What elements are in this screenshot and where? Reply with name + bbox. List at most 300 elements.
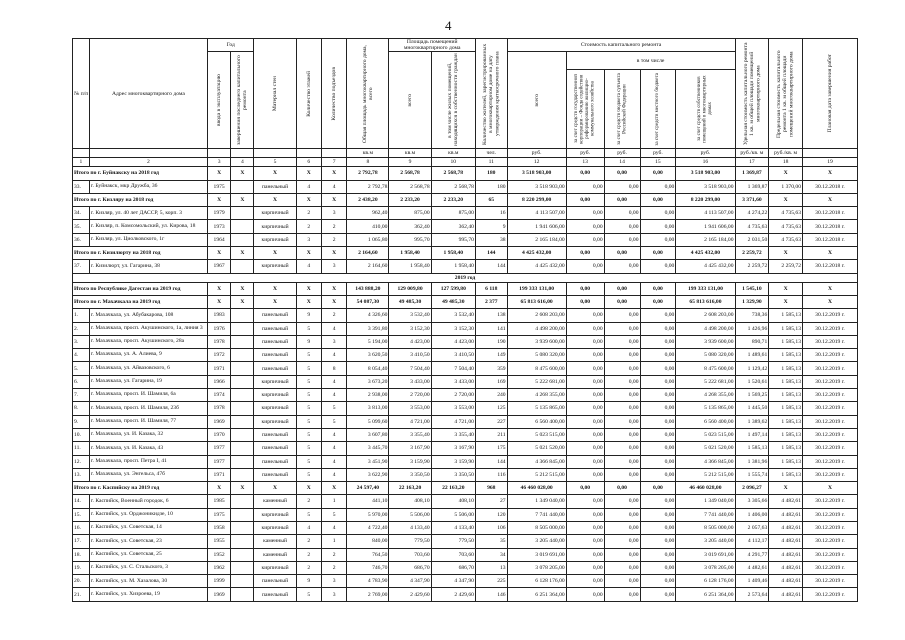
cell-col-17: 2 259,72 xyxy=(735,247,769,260)
subtotal-label: Итого по г. Кизилюрту на 2018 год xyxy=(73,247,208,260)
cell-col-10: 3 350,50 xyxy=(431,468,475,481)
cell-col-10: 2 720,00 xyxy=(431,389,475,402)
cell-col-7: 2 xyxy=(321,220,346,233)
cell-col-19: 30.12.2018 г. xyxy=(803,180,858,193)
cell-col-16: 2 608 203,00 xyxy=(676,309,735,322)
cell-col-15: 0,00 xyxy=(640,535,676,548)
cell-col-14: 0,00 xyxy=(604,495,640,508)
cell-col-4 xyxy=(231,468,254,481)
row-address: г. Каспийск, ул. М. Хазалова, 30 xyxy=(89,575,207,588)
cell-col-5: X xyxy=(254,167,296,180)
cell-col-9: 686,70 xyxy=(389,561,431,574)
table-row xyxy=(73,322,858,335)
cell-col-12: 5 080 320,00 xyxy=(507,349,566,362)
header-cost-fund-label: за счет средств государственной корпорации – Фонда содействия реформированию жилищно-коммунального хозяйства xyxy=(574,74,596,144)
cell-col-16: 4 425 432,00 xyxy=(676,247,735,260)
cell-col-10: 49 485,30 xyxy=(431,295,475,308)
cell-col-17: 738,36 xyxy=(735,309,769,322)
cell-col-17: 4 482,61 xyxy=(735,561,769,574)
column-number-cell: 7 xyxy=(321,158,346,167)
cell-col-3: X xyxy=(208,295,231,308)
table-header xyxy=(73,39,858,167)
cell-col-8: 2 792,78 xyxy=(347,180,389,193)
cell-col-6: 4 xyxy=(296,522,321,535)
year-divider-label: 2019 год xyxy=(73,273,858,282)
row-number: 34. xyxy=(73,207,90,220)
cell-col-4: X xyxy=(231,482,254,495)
header-address-label: Адрес многоквартирного дома xyxy=(112,90,185,97)
header-year-repair-label: завершения последнего капитального ремонта xyxy=(236,55,249,146)
cell-col-12: 4 113 507,00 xyxy=(507,207,566,220)
cell-col-15: 0,00 xyxy=(640,522,676,535)
cell-col-9: 3 152,30 xyxy=(389,322,431,335)
cell-col-15: 0,00 xyxy=(640,335,676,348)
cell-col-19: 30.12.2019 г. xyxy=(803,561,858,574)
cell-col-15: 0,00 xyxy=(640,548,676,561)
cell-col-14: 0,00 xyxy=(604,335,640,348)
header-year-group: Год xyxy=(208,39,254,52)
cell-col-9: 3 355,40 xyxy=(389,428,431,441)
cell-col-16: 8 220 299,00 xyxy=(676,193,735,206)
cell-col-4: X xyxy=(231,282,254,295)
cell-col-17: 1 409,46 xyxy=(735,575,769,588)
cell-col-5: панельный xyxy=(254,588,296,601)
header-entrances xyxy=(321,39,346,149)
row-number: 8. xyxy=(73,402,90,415)
cell-col-15: 0,00 xyxy=(640,428,676,441)
header-residents-label: Количество жителей, зарегистрированных в многоквартирном доме на дату утверждения краткосрочного плана xyxy=(482,43,501,145)
cell-col-13: 0,00 xyxy=(566,389,604,402)
cell-col-3: 1955 xyxy=(208,535,231,548)
cell-col-5: кирпичный xyxy=(254,233,296,246)
header-total-area xyxy=(347,39,389,149)
table-row xyxy=(73,508,858,521)
cell-col-19: 30.12.2019 г. xyxy=(803,468,858,481)
row-number: 4. xyxy=(73,349,90,362)
cell-col-18: 4 482,61 xyxy=(769,561,803,574)
row-address: г. Махачкала, ул. А. Алиева, 9 xyxy=(89,349,207,362)
cell-col-4 xyxy=(231,349,254,362)
cell-col-11: 211 xyxy=(475,428,507,441)
table-row xyxy=(73,455,858,468)
cell-col-7: 3 xyxy=(321,260,346,273)
table-row xyxy=(73,309,858,322)
cell-col-16: 4 425 432,00 xyxy=(676,260,735,273)
cell-col-6: 5 xyxy=(296,455,321,468)
cell-col-9: 4 423,00 xyxy=(389,335,431,348)
cell-col-18: 1 585,13 xyxy=(769,428,803,441)
cell-col-12: 3 205 440,00 xyxy=(507,535,566,548)
cell-col-4 xyxy=(231,322,254,335)
cell-col-9: 49 485,30 xyxy=(389,295,431,308)
cell-col-13: 0,00 xyxy=(566,455,604,468)
cell-col-17: 1 545,10 xyxy=(735,282,769,295)
cell-col-13: 0,00 xyxy=(566,362,604,375)
cell-col-11: 180 xyxy=(475,167,507,180)
cell-col-8: 3 391,80 xyxy=(347,322,389,335)
cell-col-11: 27 xyxy=(475,495,507,508)
cell-col-3: 1978 xyxy=(208,402,231,415)
cell-col-10: 995,70 xyxy=(431,233,475,246)
cell-col-3: 1969 xyxy=(208,588,231,601)
cell-col-12: 5 021 520,00 xyxy=(507,442,566,455)
cell-col-5: панельный xyxy=(254,180,296,193)
header-unit-cost xyxy=(735,39,769,149)
cell-col-13: 0,00 xyxy=(566,428,604,441)
header-cost-owners-label: за счет средств собственников помещений в многоквартирных домах xyxy=(697,75,714,144)
cell-col-14: 0,00 xyxy=(604,282,640,295)
cell-col-5: панельный xyxy=(254,468,296,481)
cell-col-11: 227 xyxy=(475,415,507,428)
cell-col-10: 2 233,20 xyxy=(431,193,475,206)
cell-col-13: 0,00 xyxy=(566,415,604,428)
cell-col-3: 1985 xyxy=(208,495,231,508)
row-number: 10. xyxy=(73,428,90,441)
header-deadline-label: Плановая дата завершения работ xyxy=(826,54,833,133)
row-number: 11. xyxy=(73,442,90,455)
cell-col-17: 3 305,66 xyxy=(735,495,769,508)
cell-col-16: 3 205 440,00 xyxy=(676,535,735,548)
header-area-all xyxy=(389,52,431,149)
cell-col-14: 0,00 xyxy=(604,247,640,260)
cell-col-18: 4 482,61 xyxy=(769,522,803,535)
cell-col-14: 0,00 xyxy=(604,167,640,180)
cell-col-18: 1 585,13 xyxy=(769,349,803,362)
units-row xyxy=(73,149,858,158)
row-number: 5. xyxy=(73,362,90,375)
cell-col-3: 1999 xyxy=(208,575,231,588)
cell-col-14: 0,00 xyxy=(604,233,640,246)
cell-col-7: X xyxy=(321,167,346,180)
table-row xyxy=(73,349,858,362)
cell-col-16: 4 366 845,00 xyxy=(676,455,735,468)
cell-col-14: 0,00 xyxy=(604,295,640,308)
cell-col-6: X xyxy=(296,247,321,260)
cell-col-11: 13 xyxy=(475,561,507,574)
cell-col-10: 22 163,20 xyxy=(431,482,475,495)
cell-col-6: 5 xyxy=(296,508,321,521)
subtotal-label: Итого по г. Кизляру на 2018 год xyxy=(73,193,208,206)
cell-col-8: 3 445,70 xyxy=(347,442,389,455)
cell-col-9: 875,00 xyxy=(389,207,431,220)
cell-col-5: панельный xyxy=(254,322,296,335)
unit-cell: руб. xyxy=(604,149,640,158)
cell-col-9: 995,70 xyxy=(389,233,431,246)
cell-col-19: X xyxy=(803,193,858,206)
cell-col-16: 5 222 681,00 xyxy=(676,375,735,388)
unit-cell: кв.м xyxy=(389,149,431,158)
cell-col-17: 3 371,60 xyxy=(735,193,769,206)
cell-col-3: X xyxy=(208,282,231,295)
cell-col-14: 0,00 xyxy=(604,362,640,375)
row-number: 20. xyxy=(73,575,90,588)
cell-col-11: 175 xyxy=(475,442,507,455)
cell-col-6: 2 xyxy=(296,561,321,574)
cell-col-7: 5 xyxy=(321,402,346,415)
cell-col-15: 0,00 xyxy=(640,207,676,220)
cell-col-15: 0,00 xyxy=(640,468,676,481)
row-address: г. Махачкала, просп. Акушинского, 1а, линия 3 xyxy=(89,322,207,335)
column-number-cell: 5 xyxy=(254,158,296,167)
header-cost-subject-label: за счет средств бюджета субъекта Российской Федерации xyxy=(616,73,628,146)
cell-col-17: 4 735,63 xyxy=(735,220,769,233)
row-number: 9. xyxy=(73,415,90,428)
column-number-cell: 9 xyxy=(389,158,431,167)
header-floors-label: Количество этажей xyxy=(305,70,312,117)
row-address: г. Махачкала, просп. И. Шамиля, 23б xyxy=(89,402,207,415)
cell-col-14: 0,00 xyxy=(604,522,640,535)
cell-col-6: X xyxy=(296,167,321,180)
cell-col-14: 0,00 xyxy=(604,548,640,561)
cell-col-11: 6 118 xyxy=(475,282,507,295)
cell-col-9: 2 568,78 xyxy=(389,167,431,180)
header-year-repair xyxy=(231,52,254,149)
cell-col-4 xyxy=(231,522,254,535)
cell-col-17: 1 555,74 xyxy=(735,468,769,481)
cell-col-19: 30.12.2019 г. xyxy=(803,455,858,468)
cell-col-8: 5 099,60 xyxy=(347,415,389,428)
header-wall-label: Материал стен xyxy=(271,76,278,112)
cell-col-16: 4 113 507,00 xyxy=(676,207,735,220)
cell-col-15: 0,00 xyxy=(640,415,676,428)
cell-col-13: 0,00 xyxy=(566,207,604,220)
header-wall xyxy=(254,39,296,149)
cell-col-19: X xyxy=(803,295,858,308)
cell-col-9: 3 433,00 xyxy=(389,375,431,388)
cell-col-5: панельный xyxy=(254,455,296,468)
cell-col-10: 4 721,00 xyxy=(431,415,475,428)
row-number: 14. xyxy=(73,495,90,508)
cell-col-7: 4 xyxy=(321,455,346,468)
cell-col-15: 0,00 xyxy=(640,482,676,495)
cell-col-10: 408,10 xyxy=(431,495,475,508)
cell-col-12: 5 212 515,00 xyxy=(507,468,566,481)
header-cost-fund xyxy=(566,70,604,149)
cell-col-6: 4 xyxy=(296,260,321,273)
cell-col-7: 2 xyxy=(321,233,346,246)
cell-col-16: 5 135 865,00 xyxy=(676,402,735,415)
cell-col-5: X xyxy=(254,193,296,206)
cell-col-3: 1971 xyxy=(208,362,231,375)
row-number: 3. xyxy=(73,335,90,348)
cell-col-6: 5 xyxy=(296,389,321,402)
cell-col-13: 0,00 xyxy=(566,260,604,273)
column-number-cell: 1 xyxy=(73,158,90,167)
cell-col-17: 2 573,64 xyxy=(735,588,769,601)
unit-cell: руб./кв. м xyxy=(769,149,803,158)
cell-col-7: 2 xyxy=(321,548,346,561)
cell-col-4 xyxy=(231,588,254,601)
cell-col-6: X xyxy=(296,193,321,206)
cell-col-4 xyxy=(231,535,254,548)
cell-col-12: 6 560 400,00 xyxy=(507,415,566,428)
cell-col-7: 4 xyxy=(321,428,346,441)
cell-col-14: 0,00 xyxy=(604,508,640,521)
row-address: г. Каспийск, ул. Советская, 25 xyxy=(89,548,207,561)
cell-col-12: 3 939 600,00 xyxy=(507,335,566,348)
cell-col-7: 4 xyxy=(321,468,346,481)
cell-col-14: 0,00 xyxy=(604,442,640,455)
cell-col-3: 1977 xyxy=(208,442,231,455)
unit-cell: руб. xyxy=(640,149,676,158)
cell-col-14: 0,00 xyxy=(604,207,640,220)
cell-col-10: 2 568,78 xyxy=(431,167,475,180)
cell-col-5: панельный xyxy=(254,428,296,441)
cell-col-7: 1 xyxy=(321,495,346,508)
cell-col-13: 0,00 xyxy=(566,180,604,193)
cell-col-11: 144 xyxy=(475,247,507,260)
table-row xyxy=(73,415,858,428)
cell-col-5: кирпичный xyxy=(254,402,296,415)
cell-col-15: 0,00 xyxy=(640,282,676,295)
cell-col-11: 9 xyxy=(475,220,507,233)
row-number: 33. xyxy=(73,180,90,193)
cell-col-16: 6 251 364,00 xyxy=(676,588,735,601)
cell-col-4: X xyxy=(231,167,254,180)
unit-cell: руб./кв. м xyxy=(735,149,769,158)
cell-col-12: 4 425 432,00 xyxy=(507,247,566,260)
cell-col-16: 3 939 600,00 xyxy=(676,335,735,348)
table-row xyxy=(73,335,858,348)
cell-col-19: 30.12.2018 г. xyxy=(803,220,858,233)
cell-col-4 xyxy=(231,415,254,428)
cell-col-11: 225 xyxy=(475,575,507,588)
row-number: 36. xyxy=(73,233,90,246)
cell-col-10: 2 568,78 xyxy=(431,180,475,193)
cell-col-19: 30.12.2019 г. xyxy=(803,415,858,428)
cell-col-9: 3 532,40 xyxy=(389,309,431,322)
cell-col-3: 1977 xyxy=(208,455,231,468)
cell-col-16: 65 813 616,00 xyxy=(676,295,735,308)
cell-col-13: 0,00 xyxy=(566,167,604,180)
cell-col-9: 22 163,20 xyxy=(389,482,431,495)
cell-col-5: панельный xyxy=(254,362,296,375)
cell-col-10: 127 599,80 xyxy=(431,282,475,295)
cell-col-13: 0,00 xyxy=(566,575,604,588)
cell-col-13: 0,00 xyxy=(566,295,604,308)
cell-col-15: 0,00 xyxy=(640,362,676,375)
cell-col-4 xyxy=(231,375,254,388)
cell-col-19: 30.12.2019 г. xyxy=(803,322,858,335)
unit-cell: руб. xyxy=(676,149,735,158)
cell-col-4 xyxy=(231,233,254,246)
cell-col-5: X xyxy=(254,282,296,295)
cell-col-14: 0,00 xyxy=(604,309,640,322)
cell-col-6: 2 xyxy=(296,207,321,220)
subtotal-row xyxy=(73,247,858,260)
row-number: 37. xyxy=(73,260,90,273)
row-address: г. Каспийск, ул. Хизроева, 19 xyxy=(89,588,207,601)
cell-col-10: 3 553,00 xyxy=(431,402,475,415)
cell-col-16: 8 475 600,00 xyxy=(676,362,735,375)
cell-col-7: 4 xyxy=(321,522,346,535)
header-cost-owners xyxy=(676,70,735,149)
cell-col-19: 30.12.2019 г. xyxy=(803,495,858,508)
table-row xyxy=(73,468,858,481)
cell-col-3: 1973 xyxy=(208,220,231,233)
cell-col-5: кирпичный xyxy=(254,220,296,233)
cell-col-13: 0,00 xyxy=(566,522,604,535)
cell-col-17: 2 057,63 xyxy=(735,522,769,535)
cell-col-3: X xyxy=(208,167,231,180)
column-number-row xyxy=(73,158,858,167)
capital-repair-table xyxy=(72,38,858,602)
row-address: г. Махачкала, ул. Энгельса, 47б xyxy=(89,468,207,481)
cell-col-16: 5 023 515,00 xyxy=(676,428,735,441)
cell-col-6: 5 xyxy=(296,362,321,375)
cell-col-13: 0,00 xyxy=(566,482,604,495)
cell-col-19: 30.12.2019 г. xyxy=(803,535,858,548)
cell-col-17: 1 489,61 xyxy=(735,349,769,362)
column-number-cell: 15 xyxy=(640,158,676,167)
cell-col-6: 2 xyxy=(296,220,321,233)
cell-col-18: 1 585,13 xyxy=(769,468,803,481)
cell-col-16: 7 741 440,00 xyxy=(676,508,735,521)
row-address: г. Махачкала, ул. И. Казака, 32 xyxy=(89,428,207,441)
header-num-label: № п/п xyxy=(74,90,89,97)
cell-col-11: 144 xyxy=(475,455,507,468)
cell-col-8: 3 451,90 xyxy=(347,455,389,468)
cell-col-15: 0,00 xyxy=(640,220,676,233)
cell-col-6: X xyxy=(296,482,321,495)
cell-col-17: 1 381,96 xyxy=(735,455,769,468)
cell-col-17: 2 096,27 xyxy=(735,482,769,495)
cell-col-16: 1 941 606,00 xyxy=(676,220,735,233)
cell-col-18: 4 735,63 xyxy=(769,233,803,246)
cell-col-9: 3 167,90 xyxy=(389,442,431,455)
cell-col-13: 0,00 xyxy=(566,468,604,481)
cell-col-16: 8 505 000,00 xyxy=(676,522,735,535)
cell-col-6: 5 xyxy=(296,588,321,601)
cell-col-9: 4 721,00 xyxy=(389,415,431,428)
row-number: 2. xyxy=(73,322,90,335)
cell-col-9: 7 504,40 xyxy=(389,362,431,375)
cell-col-11: 34 xyxy=(475,548,507,561)
cell-col-18: X xyxy=(769,482,803,495)
row-address: г. Каспийск, Военный городок, 6 xyxy=(89,495,207,508)
cell-col-13: 0,00 xyxy=(566,588,604,601)
cell-col-6: 2 xyxy=(296,535,321,548)
cell-col-7: 4 xyxy=(321,349,346,362)
cell-col-13: 0,00 xyxy=(566,548,604,561)
table-body xyxy=(73,167,858,602)
cell-col-17: 1 569,25 xyxy=(735,389,769,402)
cell-col-15: 0,00 xyxy=(640,233,676,246)
cell-col-17: 1 329,90 xyxy=(735,295,769,308)
cell-col-5: кирпичный xyxy=(254,207,296,220)
cell-col-19: 30.12.2019 г. xyxy=(803,335,858,348)
cell-col-8: 5 970,00 xyxy=(347,508,389,521)
cell-col-12: 4 268 355,00 xyxy=(507,389,566,402)
cell-col-18: 4 482,61 xyxy=(769,535,803,548)
cell-col-16: 3 078 205,00 xyxy=(676,561,735,574)
table-row xyxy=(73,442,858,455)
cell-col-4 xyxy=(231,442,254,455)
cell-col-3: 1972 xyxy=(208,349,231,362)
cell-col-12: 8 220 299,00 xyxy=(507,193,566,206)
cell-col-4 xyxy=(231,389,254,402)
cell-col-4: X xyxy=(231,247,254,260)
table-row xyxy=(73,260,858,273)
cell-col-15: 0,00 xyxy=(640,442,676,455)
column-number-cell: 14 xyxy=(604,158,640,167)
subtotal-row xyxy=(73,193,858,206)
cell-col-14: 0,00 xyxy=(604,415,640,428)
cell-col-10: 1 958,40 xyxy=(431,247,475,260)
cell-col-10: 3 167,90 xyxy=(431,442,475,455)
cell-col-14: 0,00 xyxy=(604,375,640,388)
cell-col-8: 4 783,90 xyxy=(347,575,389,588)
